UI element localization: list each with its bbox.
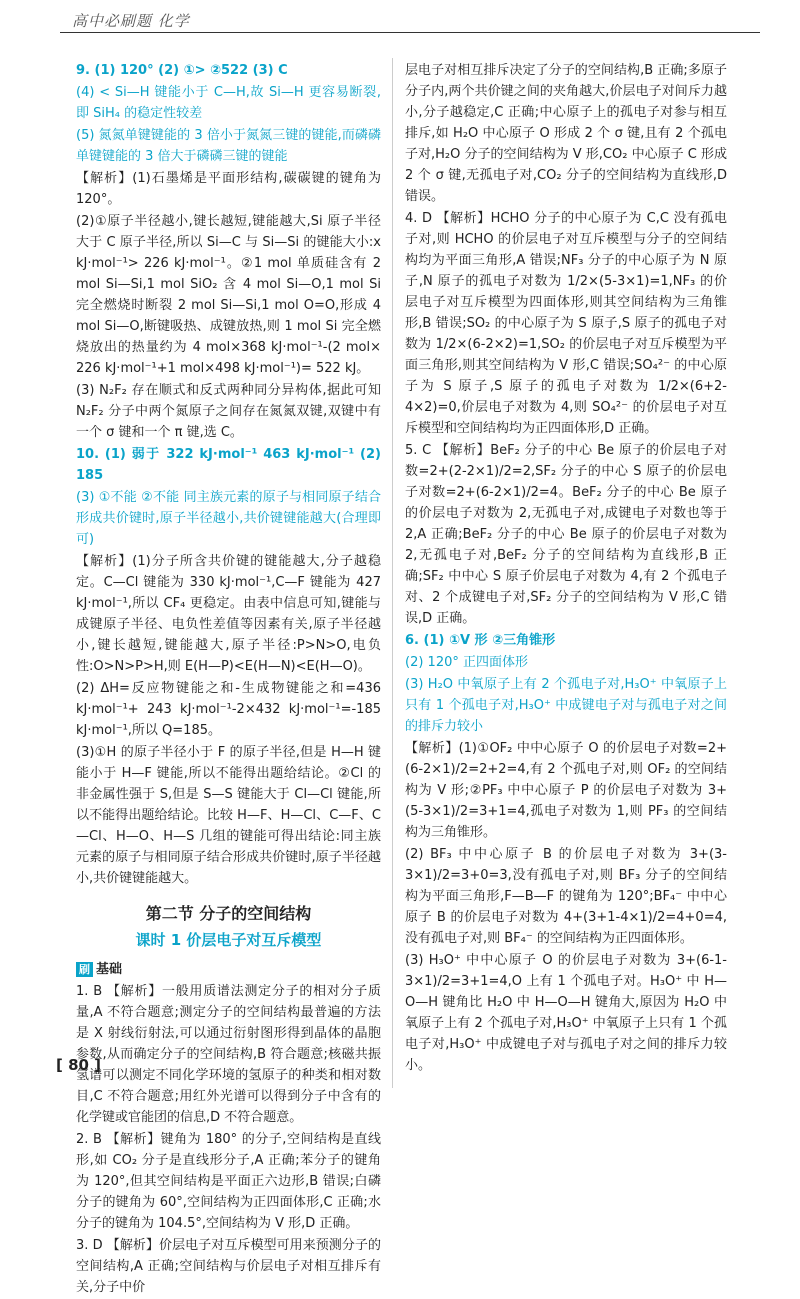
q6-answer-2: (2) 120° 正四面体形 xyxy=(405,655,528,670)
q10-analysis-3: (3)①H 的原子半径小于 F 的原子半径,但是 H—H 键能小于 H—F 键能,所以不能得出题给结论。②Cl 的非金属性强于 S,但是 S—S 键能大于 Cl—Cl 键能,所以不能得出题给结论。比较 H—F、H—Cl、C—F、C—Cl、H—O、H—S 几组的键能可得出结论:同主族元素的原子与相同原子结合形成共价键时,原子半径越小,共价键键能越大。 xyxy=(76,745,381,886)
q6-answer-1: 6. (1) ①V 形 ②三角锥形 xyxy=(405,633,556,648)
section-title: 第二节 分子的空间结构 xyxy=(145,904,312,923)
q10-analysis-2: (2) ΔH=反应物键能之和-生成物键能之和=436 kJ·mol⁻¹+ 243 kJ·mol⁻¹-2×432 kJ·mol⁻¹=-185 kJ·mol⁻¹,所以 Q=185。 xyxy=(76,681,381,738)
q6-analysis-2: (2) BF₃ 中中心原子 B 的价层电子对数为 3+(3-3×1)/2=3+0=3,没有孤电子对,则 BF₃ 分子的空间结构为平面三角形,F—B—F 的键角为 120°;BF₄⁻ 中中心原子 B 的价层电子对数为 4+(3+1-4×1)/2=4+0=4,没有孤电子对,则 BF₄⁻ 的空间结构为正四面体形。 xyxy=(405,847,727,946)
basic-label: 基础 xyxy=(96,962,123,977)
q6-answer-3: (3) H₂O 中氧原子上有 2 个孤电子对,H₃O⁺ 中氧原子上只有 1 个孤电子对,H₃O⁺ 中成键电子对与孤电子对之间的排斥力较小 xyxy=(405,677,727,734)
basic-tag: 刷 xyxy=(76,962,93,977)
q10-analysis-1: 【解析】(1)分子所含共价键的键能越大,分子越稳定。C—Cl 键能为 330 kJ·mol⁻¹,C—F 键能为 427 kJ·mol⁻¹,所以 CF₄ 更稳定。由表中信息可知,键能与成键原子半径、电负性差值等因素有关,原子半径越小,键长越短,键能越大,原子半径:P>N>O,电负性:O>N>P>H,则 E(H—P)<E(H—N)<E(H—O)。 xyxy=(76,554,381,674)
q6-analysis-3: (3) H₃O⁺ 中中心原子 O 的价层电子对数为 3+(6-1-3×1)/2=3+1=4,O 上有 1 个孤电子对。H₃O⁺ 中 H—O—H 键角比 H₂O 中 H—O—H 键角大,原因为 H₂O 中氧原子上有 2 个孤电子对,H₃O⁺ 中氧原子上只有 1 个孤电子对,H₃O⁺ 中成键电子对与孤电子对之间的排斥力较小。 xyxy=(405,953,727,1073)
q10-answer-3: (3) ①不能 ②不能 同主族元素的原子与相同原子结合形成共价键时,原子半径越小,共价键键能越大(合理即可) xyxy=(76,490,381,547)
q9-analysis-3: (3) N₂F₂ 存在顺式和反式两种同分异构体,据此可知 N₂F₂ 分子中两个氮原子之间存在氮氮双键,双键中有一个 σ 键和一个 π 键,选 C。 xyxy=(76,383,381,440)
q4-solution: 4. D 【解析】HCHO 分子的中心原子为 C,C 没有孤电子对,则 HCHO 的价层电子对互斥模型与分子的空间结构均为平面三角形,A 错误;NF₃ 分子的中心原子为 N 原子,N 原子的孤电子对数为 1/2×(5-3×1)=1,NF₃ 的价层电子对互斥模型为四面体形,则其空间结构为三角锥形,B 错误;SO₂ 的中心原子为 S 原子,S 原子的孤电子对数为 1/2×(6-2×2)=1,SO₂ 的价层电子对互斥模型为平面三角形,则其空间结构为 V 形,C 错误;SO₄²⁻ 的中心原子为 S 原子,S 原子的孤电子对数为 1/2×(6+2-4×2)=0,价层电子对数为 4,则 SO₄²⁻ 的价层电子对互斥模型和空间结构均为正四面体形,D 正确。 xyxy=(405,211,727,436)
page-number: [ 80 ] xyxy=(56,1056,102,1074)
q2-solution: 2. B 【解析】键角为 180° 的分子,空间结构是直线形,如 CO₂ 分子是直线形分子,A 正确;苯分子的键角为 120°,但其空间结构是平面正六边形,B 错误;白磷分子的键角为 60°,空间结构为正四面体形,C 正确;水分子的键角为 104.5°,空间结构为 V 形,D 正确。 xyxy=(76,1132,381,1231)
q3-solution: 3. D 【解析】价层电子对互斥模型可用来预测分子的空间结构,A 正确;空间结构与价层电子对相互排斥有关,分子中价 xyxy=(76,1238,381,1295)
q3-continued: 层电子对相互排斥决定了分子的空间结构,B 正确;多原子分子内,两个共价键之间的夹角越大,价层电子对间斥力越小,分子越稳定,C 正确;中心原子上的孤电子对参与相互排斥,如 H₂O 中心原子 O 形成 2 个 σ 键,且有 2 个孤电子对,H₂O 分子的空间结构为 V 形,CO₂ 中心原子 C 形成 2 个 σ 键,无孤电子对,CO₂ 分子的空间结构为直线形,D 错误。 xyxy=(405,63,727,204)
q9-analysis-1: 【解析】(1)石墨烯是平面形结构,碳碳键的键角为 120°。 xyxy=(76,171,381,207)
q6-analysis-1: 【解析】(1)①OF₂ 中中心原子 O 的价层电子对数=2+(6-2×1)/2=2+2=4,有 2 个孤电子对,则 OF₂ 的空间结构为 V 形;②PF₃ 中中心原子 P 的价层电子对数为 3+(5-3×1)/2=3+1=4,孤电子对数为 1,则 PF₃ 的空间结构为三角锥形。 xyxy=(405,741,727,840)
right-column xyxy=(405,60,727,1077)
running-header: 高中必刷题 化学 xyxy=(72,12,190,30)
q9-answer-5: (5) 氮氮单键键能的 3 倍小于氮氮三键的键能,而磷磷单键键能的 3 倍大于磷磷三键的键能 xyxy=(76,128,381,164)
header-rule xyxy=(60,32,760,33)
basic-heading xyxy=(76,959,381,980)
q9-analysis-2: (2)①原子半径越小,键长越短,键能越大,Si 原子半径大于 C 原子半径,所以 Si—C 与 Si—Si 的键能大小:x kJ·mol⁻¹> 226 kJ·mol⁻¹。②1 mol 单质硅含有 2 mol Si—Si,1 mol SiO₂ 含 4 mol Si—O,1 mol Si 完全燃烧时断裂 2 mol Si—Si,1 mol O=O,形成 4 mol Si—O,断键吸热、成键放热,则 1 mol Si 完全燃烧放出的热量约为 4 mol×368 kJ·mol⁻¹-(2 mol× 226 kJ·mol⁻¹+1 mol×498 kJ·mol⁻¹)= 522 kJ。 xyxy=(76,214,381,376)
q1-solution: 1. B 【解析】一般用质谱法测定分子的相对分子质量,A 不符合题意;测定分子的空间结构最普遍的方法是 X 射线衍射法,可以通过衍射图形得到晶体的晶胞参数,从而确定分子的空间结构,B 符合题意;核磁共振氢谱可以测定不同化学环境的氢原子的种类和相对数目,C 不符合题意;用红外光谱可以得到分子中含有的化学键或官能团的信息,D 不符合题意。 xyxy=(76,984,381,1125)
q9-answer-4: (4) < Si—H 键能小于 C—H,故 Si—H 更容易断裂,即 SiH₄ 的稳定性较差 xyxy=(76,85,381,121)
q10-answer: 10. (1) 弱于 322 kJ·mol⁻¹ 463 kJ·mol⁻¹ (2) 185 xyxy=(76,447,381,483)
q5-solution: 5. C 【解析】BeF₂ 分子的中心 Be 原子的价层电子对数=2+(2-2×1)/2=2,SF₂ 分子的中心 S 原子的价层电子对数=2+(6-2×1)/2=4。BeF₂ 分子的中心 Be 原子的价层电子对数为 2,无孤电子对,成键电子对数也等于 2,A 正确;BeF₂ 分子的中心 Be 原子的价层电子对数为 2,无孤电子对,BeF₂ 分子的空间结构为直线形,B 正确;SF₂ 中中心 S 原子价层电子对数为 4,有 2 个孤电子对、2 个成键电子对,SF₂ 分子的空间结构为 V 形,C 错误,D 正确。 xyxy=(405,443,727,626)
lesson-title: 课时 1 价层电子对互斥模型 xyxy=(135,931,322,949)
column-divider xyxy=(392,58,393,1088)
q9-answer: 9. (1) 120° (2) ①> ②522 (3) C xyxy=(76,63,288,78)
left-column xyxy=(76,60,381,1299)
